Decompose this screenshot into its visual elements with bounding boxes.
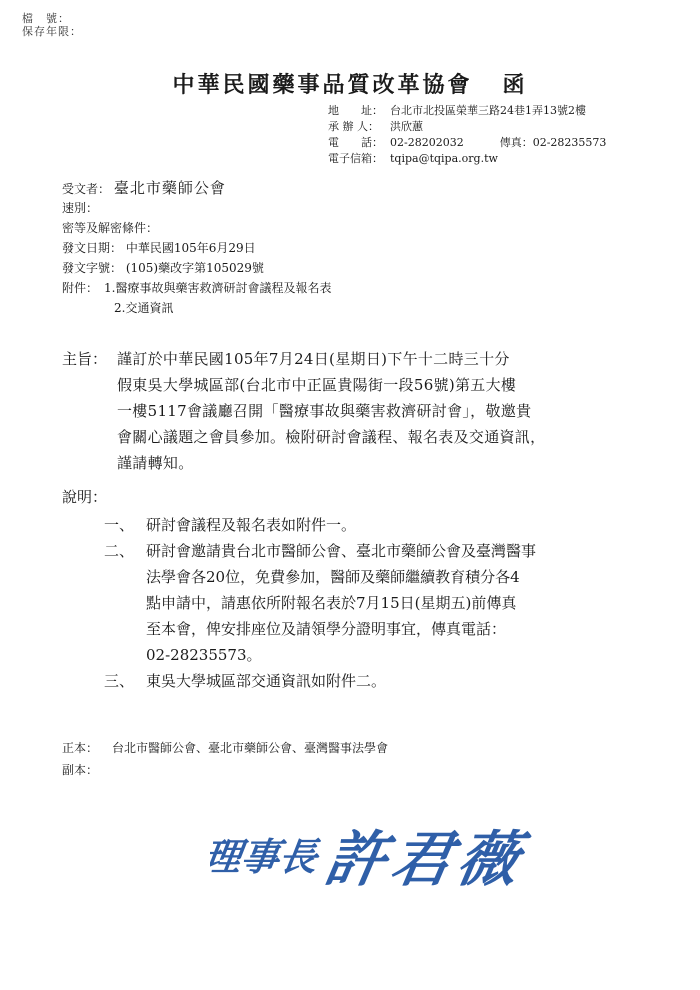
subject-label: 主旨： [62,350,108,368]
recipient-value: 臺北市藥師公會 [113,179,226,197]
subject-line: 謹請轉知。 [117,454,194,472]
signature-stamp [210,808,570,898]
org-title: 中華民國藥事品質改革協會 [172,72,473,98]
item-line: 研討會邀請貴台北市醫師公會、臺北市藥師公會及臺灣醫事 [146,542,537,560]
contact-value: 洪欣蕙 [390,120,423,133]
explanation-label: 說明： [62,488,108,506]
classification-row [62,218,158,238]
doc-type: 函 [502,72,528,98]
subject-line: 謹訂於中華民國105年7月24日(星期日)下午十二時三十分 [117,350,510,368]
subject-line: 假東吳大學城區部(台北市中正區貴陽街一段56號)第五大樓 [117,376,517,394]
sender-email-row [328,151,498,167]
item-number: 三、 [104,672,135,690]
item-line: 02-28235573。 [146,646,262,664]
date-value: 中華民國105年6月29日 [125,241,256,255]
subject-line: 會關心議題之會員參加。檢附研討會議程、報名表及交通資訊， [117,428,546,446]
contact-label: 承 辦 人： [328,120,379,133]
sender-address-row [328,103,586,119]
speed-label: 速別： [62,201,99,215]
main-distribution-value: 台北市醫師公會、臺北市藥師公會、臺灣醫事法學會 [112,741,389,755]
item-number: 一、 [104,516,135,534]
attachments-row [62,278,331,298]
ref-label: 發文字號： [62,261,123,275]
address-label: 地 址： [328,104,383,117]
phone-value: 02-28202032 [390,136,464,149]
sender-phone-row [328,135,606,151]
fax-label: 傳真： [499,136,533,149]
date-row [62,238,256,258]
main-distribution-row [62,738,388,758]
ref-value: (105)藥改字第105029號 [125,261,264,275]
signature-graphic [210,808,570,898]
date-label: 發文日期： [62,241,123,255]
main-distribution-label: 正本： [62,741,99,755]
item-number: 二、 [104,542,135,560]
address-value: 台北市北投區榮華三路24巷1弄13號2樓 [390,104,586,117]
speed-row [62,198,98,218]
copy-distribution-label: 副本： [62,763,99,777]
attachments-row-2 [114,298,173,318]
attachments-label: 附件： [62,281,99,295]
copy-distribution-row [62,760,98,780]
phone-label: 電 話： [328,136,383,149]
sender-contact-row [328,119,423,135]
attachment-item: 2.交通資訊 [114,301,174,315]
subject-line: 一樓5117會議廳召開「醫療事故與藥害救濟研討會」，敬邀貴 [117,402,532,420]
ref-row [62,258,264,278]
recipient-row [62,178,226,199]
signature-name: 許君薇 [319,824,531,895]
email-value: tqipa@tqipa.org.tw [390,152,498,165]
doc-number: 檔 號： 保存年限： [22,12,82,38]
classification-label: 密等及解密條件： [62,221,159,235]
item-line: 至本會，俾安排座位及請領學分證明事宜，傳真電話： [146,620,507,638]
item-line: 東吳大學城區部交通資訊如附件二。 [146,672,387,690]
attachment-item: 1.醫療事故與藥害救濟研討會議程及報名表 [104,281,332,295]
signature-title: 理事長 [210,835,321,880]
letter-title [0,68,700,99]
item-line: 點申請中，請惠依所附報名表於7月15日(星期五)前傳真 [146,594,517,612]
item-line: 法學會各20位，免費參加，醫師及藥師繼續教育積分各4 [146,568,520,586]
recipient-label: 受文者： [62,182,111,196]
item-line: 研討會議程及報名表如附件一。 [146,516,357,534]
fax-value: 02-28235573 [532,136,607,149]
email-label: 電子信箱： [328,152,383,165]
